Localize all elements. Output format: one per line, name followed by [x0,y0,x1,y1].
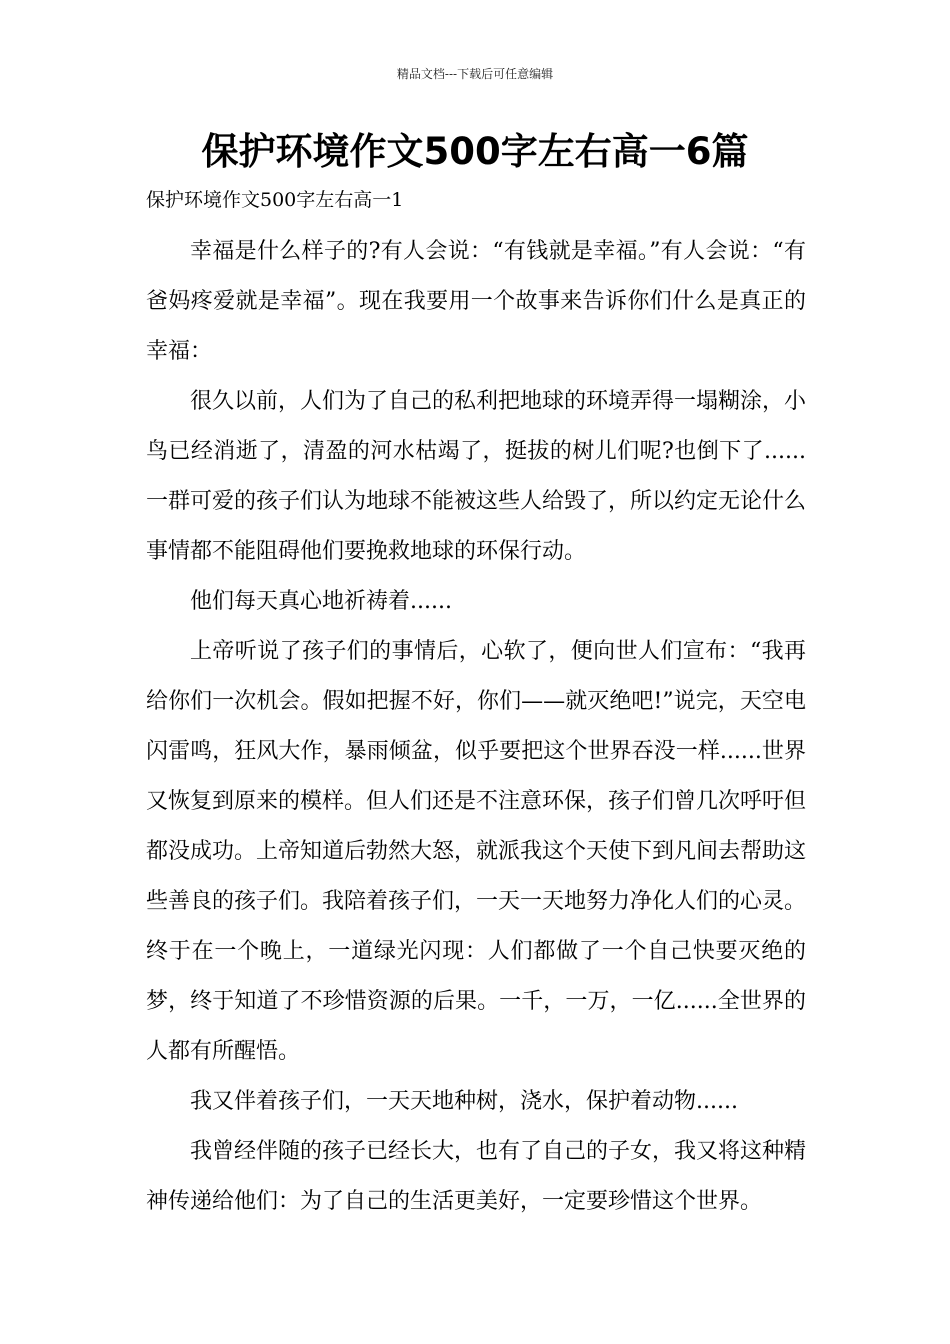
document-body [146,227,806,1227]
paragraph: 上帝听说了孩子们的事情后，心软了，便向世人们宣布：“我再给你们一次机会。假如把握不好，你们——就灭绝吧!”说完，天空电闪雷鸣，狂风大作，暴雨倾盆，似乎要把这个世界吞没一样......世界又恢复到原来的模样。但人们还是不注意环保，孩子们曾几次呼吁但都没成功。上帝知道后勃然大怒，就派我这个天使下到凡间去帮助这些善良的孩子们。我陪着孩子们，一天一天地努力净化人们的心灵。终于在一个晚上，一道绿光闪现：人们都做了一个自己快要灭绝的梦，终于知道了不珍惜资源的后果。一千，一万，一亿......全世界的人都有所醒悟。 [146,639,807,1064]
paragraph: 我曾经伴随的孩子已经长大，也有了自己的子女，我又将这种精神传递给他们：为了自己的生活更美好，一定要珍惜这个世界。 [146,1139,807,1214]
page-header: 精品文档---下载后可任意编辑 [396,67,554,81]
paragraph: 我又伴着孩子们，一天天地种树，浇水，保护着动物...... [190,1089,738,1114]
document-title: 保护环境作文500字左右高一6篇 [201,130,749,173]
paragraph: 他们每天真心地祈祷着...... [190,589,452,614]
paragraph: 幸福是什么样子的?有人会说：“有钱就是幸福。”有人会说：“有爸妈疼爱就是幸福”。现在我要用一个故事来告诉你们什么是真正的幸福： [146,239,806,364]
section-subtitle: 保护环境作文500字左右高一1 [146,189,404,211]
paragraph: 很久以前，人们为了自己的私利把地球的环境弄得一塌糊涂，小鸟已经消逝了，清盈的河水枯竭了，挺拔的树儿们呢?也倒下了......一群可爱的孩子们认为地球不能被这些人给毁了，所以约定无论什么事情都不能阻碍他们要挽救地球的环保行动。 [146,389,807,564]
